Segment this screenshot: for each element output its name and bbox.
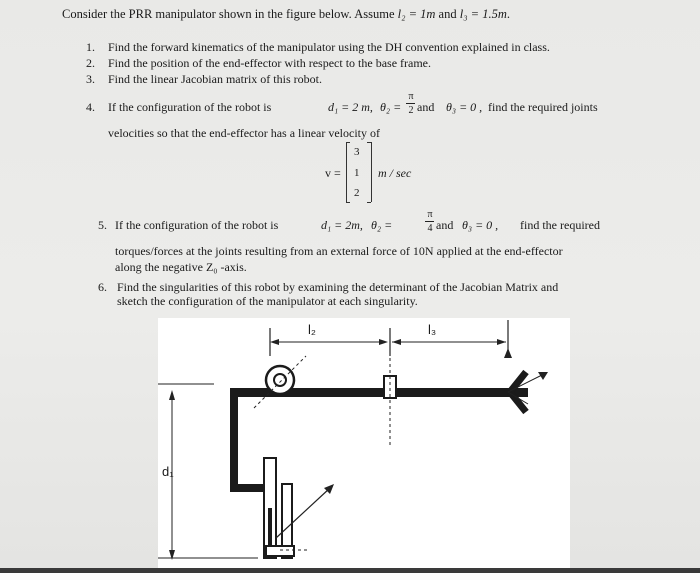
velocity-units: [378, 166, 411, 180]
l2-arrow-left: [270, 339, 279, 345]
q5-theta3-value: θ₃ = 0 ,: [462, 218, 499, 232]
q5-prefix: If the configuration of the robot is: [115, 218, 279, 232]
q5-suffix: find the required: [520, 218, 600, 232]
velocity-label: v =: [325, 166, 341, 180]
q4-line2: velocities so that the end-effector has a linear velocity of: [108, 126, 381, 140]
q1-number: 1.: [86, 40, 95, 54]
label-l3: l₃: [428, 322, 437, 337]
q5-frac-den: 4: [427, 223, 433, 234]
q5-frac-num: π: [427, 209, 433, 220]
velocity-units-text: m / sec: [378, 166, 412, 180]
q6-line1: Find the singularities of this robot by examining the determinant of the Jacobian Matrix and: [117, 280, 559, 294]
vector-left-top-serif: [346, 142, 350, 143]
q5-frac-bar: [425, 221, 434, 222]
q2-number: 2.: [86, 56, 95, 70]
q5-theta2: [371, 218, 392, 232]
q5-d1-value: d₁ = 2m,: [321, 218, 363, 232]
intro-text: Consider the PRR manipulator shown in the figure below. Assume: [62, 7, 395, 21]
q4-frac-num: π: [408, 91, 414, 102]
prismatic-link-vertical: [230, 392, 238, 488]
q6-number: 6.: [98, 280, 107, 294]
q4-theta2-label: θ₂ =: [380, 100, 402, 114]
q4-theta3-value: θ₃ = 0 ,: [446, 100, 483, 114]
q3-number: 3.: [86, 72, 95, 86]
base-plate: [266, 546, 294, 556]
q3-text: Find the linear Jacobian matrix of this robot.: [108, 72, 322, 86]
l3-arrow-right: [497, 339, 506, 345]
assumption-l2: l₂ = 1m: [397, 7, 436, 21]
q4-frac-bar: [406, 103, 415, 104]
q6-line2: sketch the configuration of the manipulator at each singularity.: [117, 294, 418, 308]
q4-frac-den: 2: [408, 105, 414, 116]
q4-theta3: [446, 100, 482, 114]
q4-suffix: find the required joints: [488, 100, 598, 114]
q4-d1-value: d₁ = 2 m,: [328, 100, 373, 114]
q5-theta3: [462, 218, 498, 232]
l3-arrow-left: [392, 339, 401, 345]
q2-text: Find the position of the end-effector with respect to the base frame.: [108, 56, 432, 70]
robot-figure: [158, 318, 570, 568]
q5-line3: along the negative Z₀ -axis.: [115, 260, 247, 274]
q5-number: 5.: [98, 218, 107, 232]
intro-line: [62, 7, 510, 21]
vector-right-bottom-serif: [367, 202, 371, 203]
q4-d1: [328, 100, 373, 114]
q1-text: Find the forward kinematics of the manipulator using the DH convention explained in class.: [108, 40, 550, 54]
vector-right-top-serif: [367, 142, 371, 143]
robot-diagram: [158, 318, 570, 568]
label-l2: l₂: [308, 322, 316, 337]
q4-prefix: If the configuration of the robot is: [108, 100, 272, 114]
intro-and: and: [438, 7, 457, 21]
q5-d1: [321, 218, 363, 232]
q4-number: 4.: [86, 100, 95, 114]
assumption-l3: l₃ = 1.5m: [459, 7, 507, 21]
vector-left-bottom-serif: [346, 202, 350, 203]
ee-z-arrow: [504, 348, 512, 358]
vector-right-bracket: [371, 142, 372, 202]
q5-and: and: [436, 218, 454, 232]
vector-entry-1: 3: [354, 146, 360, 158]
label-d1: d₁: [162, 464, 174, 479]
q5-theta2-label: θ₂ =: [371, 218, 393, 232]
q5-line2: torques/forces at the joints resulting from an external force of 10N applied at the end-effector: [115, 244, 563, 258]
q4-theta2: [380, 100, 401, 114]
d1-arrow-top: [169, 390, 175, 400]
vector-entry-3: 2: [354, 187, 360, 199]
intro-period: .: [506, 7, 510, 21]
vector-entry-2: 1: [354, 167, 360, 179]
joint2-inner: [274, 374, 286, 386]
joint2-axis: [254, 356, 306, 408]
q4-and: and: [417, 100, 435, 114]
l2-arrow-right: [379, 339, 388, 345]
